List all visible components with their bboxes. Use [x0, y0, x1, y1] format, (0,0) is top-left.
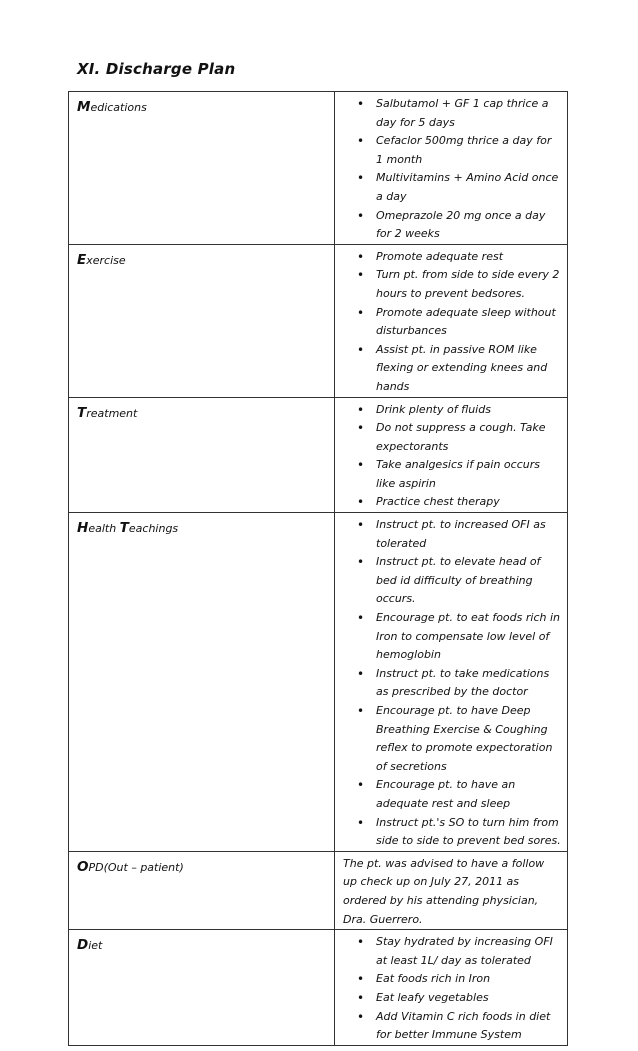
label-text: ealth: [88, 522, 120, 536]
row-label-treatment: [69, 397, 335, 513]
page-title: XI. Discharge Plan: [77, 60, 236, 78]
list-item: • Instruct pt. to elevate head of bed id difficulty of breathing occurs.: [341, 553, 561, 609]
label-text: edications: [90, 101, 147, 114]
label-text: xercise: [86, 253, 126, 267]
row-label-diet: [69, 930, 335, 1046]
table-row-exercise: [69, 244, 568, 397]
row-label-exercise: [69, 244, 335, 397]
label-initial: T: [119, 520, 129, 537]
list-item: • Cefaclor 500mg thrice a day for 1 month: [341, 132, 561, 169]
table-row-treatment: [69, 397, 568, 513]
label-initial: E: [77, 251, 87, 268]
label-initial: O: [77, 858, 89, 875]
list-item: • Eat leafy vegetables: [341, 989, 561, 1008]
table-row-opd: [69, 851, 568, 929]
label-text: iet: [88, 939, 103, 953]
label-text: eachings: [128, 522, 179, 536]
row-content-health-teachings: [335, 513, 568, 852]
list-item: • Add Vitamin C rich foods in diet for better Immune System: [341, 1008, 561, 1045]
table-row-health-teachings: [69, 513, 568, 852]
list-item: • Turn pt. from side to side every 2 hours to prevent bedsores.: [341, 266, 561, 303]
label-initial: D: [77, 937, 89, 954]
table-row-medications: [69, 92, 568, 245]
list-item: • Encourage pt. to have Deep Breathing Exercise & Coughing reflex to promote expectoration of secretions: [341, 702, 561, 776]
list-item: • Salbutamol + GF 1 cap thrice a day for 5 days: [341, 95, 561, 132]
list-item: • Instruct pt. to increased OFI as tolerated: [341, 516, 561, 553]
list-item: • Take analgesics if pain occurs like aspirin: [341, 456, 561, 493]
label-initial: H: [77, 520, 89, 537]
label-initial: T: [77, 404, 87, 421]
row-label-medications: [69, 92, 335, 245]
list-item: • Stay hydrated by increasing OFI at least 1L/ day as tolerated: [341, 933, 561, 970]
list-item: • Omeprazole 20 mg once a day for 2 weeks: [341, 207, 561, 244]
list-item: • Promote adequate rest: [341, 248, 561, 267]
row-content-diet: [335, 930, 568, 1046]
list-item: • Encourage pt. to eat foods rich in Iron to compensate low level of hemoglobin: [341, 609, 561, 665]
row-content-exercise: [335, 244, 568, 397]
list-item: • Do not suppress a cough. Take expectorants: [341, 419, 561, 456]
list-item: • Multivitamins + Amino Acid once a day: [341, 169, 561, 206]
row-content-medications: [335, 92, 568, 245]
discharge-plan-table: [68, 91, 568, 1046]
row-label-health-teachings: [69, 513, 335, 852]
list-item: • Assist pt. in passive ROM like flexing or extending knees and hands: [341, 341, 561, 397]
label-initial: M: [77, 99, 91, 115]
row-content-opd: [335, 851, 568, 929]
list-item: • Instruct pt. to take medications as prescribed by the doctor: [341, 665, 561, 702]
table-row-diet: [69, 930, 568, 1046]
list-item: • Instruct pt.'s SO to turn him from side to side to prevent bed sores.: [341, 814, 561, 851]
list-item: • Drink plenty of fluids: [341, 401, 561, 420]
label-text: PD(Out – patient): [88, 860, 184, 874]
row-label-opd: [69, 851, 335, 929]
list-item: • Practice chest therapy: [341, 493, 561, 512]
list-item: • Eat foods rich in Iron: [341, 970, 561, 989]
row-content-treatment: [335, 397, 568, 513]
follow-up-note: The pt. was advised to have a follow up check up on July 27, 2011 as ordered by his attending physician, Dra. Guerrero.: [343, 856, 545, 926]
list-item: • Promote adequate sleep without disturbances: [341, 304, 561, 341]
label-text: reatment: [86, 406, 138, 420]
list-item: • Encourage pt. to have an adequate rest and sleep: [341, 776, 561, 813]
